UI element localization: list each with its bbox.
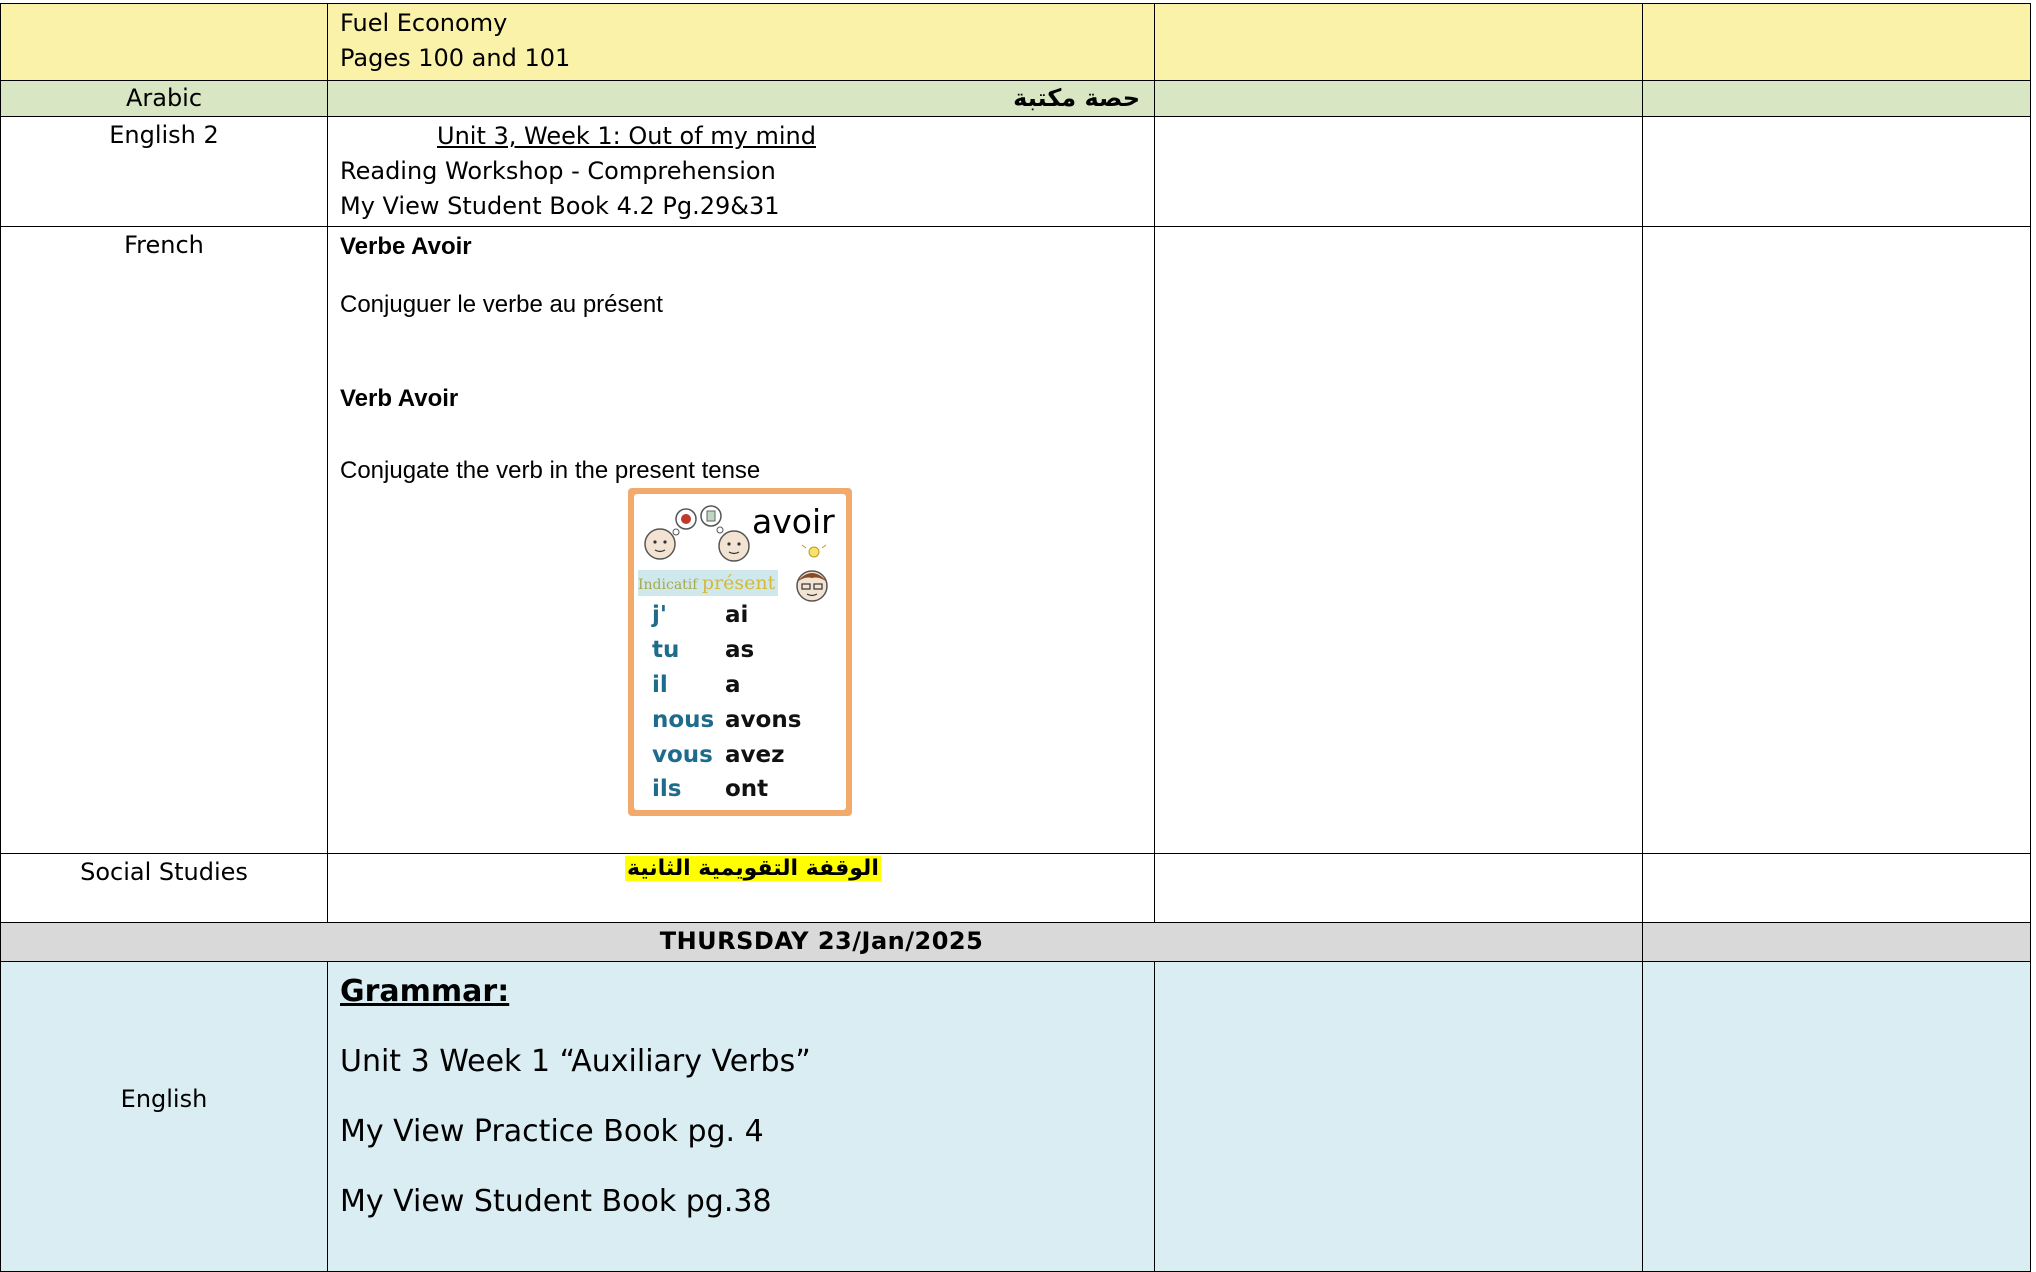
fuel-pages: Pages 100 and 101: [340, 44, 571, 72]
empty-cell: [1643, 4, 2031, 81]
english2-workshop: Reading Workshop - Comprehension: [340, 157, 776, 185]
subject-english: English: [1, 962, 328, 1272]
french-heading-fr: Verbe Avoir: [340, 233, 472, 260]
empty-cell: [1155, 227, 1643, 854]
conjugation-row: [652, 742, 785, 768]
social-studies-row: [1, 854, 2031, 923]
pronoun: nous: [652, 707, 715, 733]
empty-cell: [1643, 854, 2031, 923]
subject-french: French: [1, 227, 328, 854]
grammar-unit: Unit 3 Week 1 “Auxiliary Verbs”: [340, 1044, 811, 1079]
french-heading-en: Verb Avoir: [340, 385, 459, 412]
empty-cell: [1155, 962, 1643, 1272]
card-panel: [634, 494, 846, 810]
conjugation-row: [652, 672, 741, 698]
empty-cell: [1643, 81, 2031, 117]
verb-form: avons: [725, 707, 802, 733]
arabic-content: حصة مكتبة: [328, 81, 1155, 117]
conjugation-row: [652, 776, 768, 802]
idea-boy-icon: [788, 544, 838, 614]
pronoun: tu: [652, 637, 680, 663]
pronoun: il: [652, 672, 668, 698]
empty-cell: [1643, 923, 2031, 962]
verb-form: a: [725, 672, 741, 698]
subject-social-studies: Social Studies: [1, 854, 328, 923]
subject-english2: English 2: [1, 117, 328, 227]
pronoun: j': [652, 602, 667, 628]
verb-form: avez: [725, 742, 785, 768]
social-highlight: الوقفة التقويمية الثانية: [627, 856, 879, 881]
card-title: avoir: [752, 502, 835, 541]
lesson-plan-table: [0, 3, 2031, 1272]
pronoun: ils: [652, 776, 682, 802]
empty-cell: [1155, 117, 1643, 227]
mode-label: Indicatif: [638, 577, 698, 593]
french-text-fr: Conjuguer le verbe au présent: [340, 291, 663, 318]
verb-form: ai: [725, 602, 749, 628]
tense-label: présent: [701, 572, 776, 594]
verb-form: as: [725, 637, 755, 663]
empty-cell: [1643, 117, 2031, 227]
grammar-student-book: My View Student Book pg.38: [340, 1184, 772, 1219]
social-content: [328, 854, 1155, 923]
english2-content: [328, 117, 1155, 227]
english-row: [1, 962, 2031, 1272]
empty-cell: [1643, 962, 2031, 1272]
english2-row: [1, 117, 2031, 227]
grammar-title: Grammar:: [340, 974, 510, 1009]
fuel-economy-row: [1, 4, 2031, 81]
french-text-en: Conjugate the verb in the present tense: [340, 457, 761, 484]
tense-banner: [638, 570, 778, 596]
grammar-practice-book: My View Practice Book pg. 4: [340, 1114, 764, 1149]
content-cell: [328, 4, 1155, 81]
subject-cell: [1, 4, 328, 81]
empty-cell: [1155, 854, 1643, 923]
day-label: THURSDAY 23/Jan/2025: [1, 923, 1643, 962]
english2-unit-title: Unit 3, Week 1: Out of my mind: [437, 122, 816, 150]
verb-form: ont: [725, 776, 769, 802]
english2-book: My View Student Book 4.2 Pg.29&31: [340, 192, 780, 220]
arabic-row: [1, 81, 2031, 117]
conjugation-row: [652, 637, 754, 663]
empty-cell: [1155, 4, 1643, 81]
empty-cell: [1155, 81, 1643, 117]
french-row: [1, 227, 2031, 854]
day-header-row: [1, 923, 2031, 962]
subject-arabic: Arabic: [1, 81, 328, 117]
conjugation-row: [652, 602, 748, 628]
conjugation-row: [652, 707, 801, 733]
empty-cell: [1643, 227, 2031, 854]
english-content: [328, 962, 1155, 1272]
avoir-conjugation-card: [628, 488, 852, 816]
fuel-title: Fuel Economy: [340, 9, 508, 37]
pronoun: vous: [652, 742, 713, 768]
